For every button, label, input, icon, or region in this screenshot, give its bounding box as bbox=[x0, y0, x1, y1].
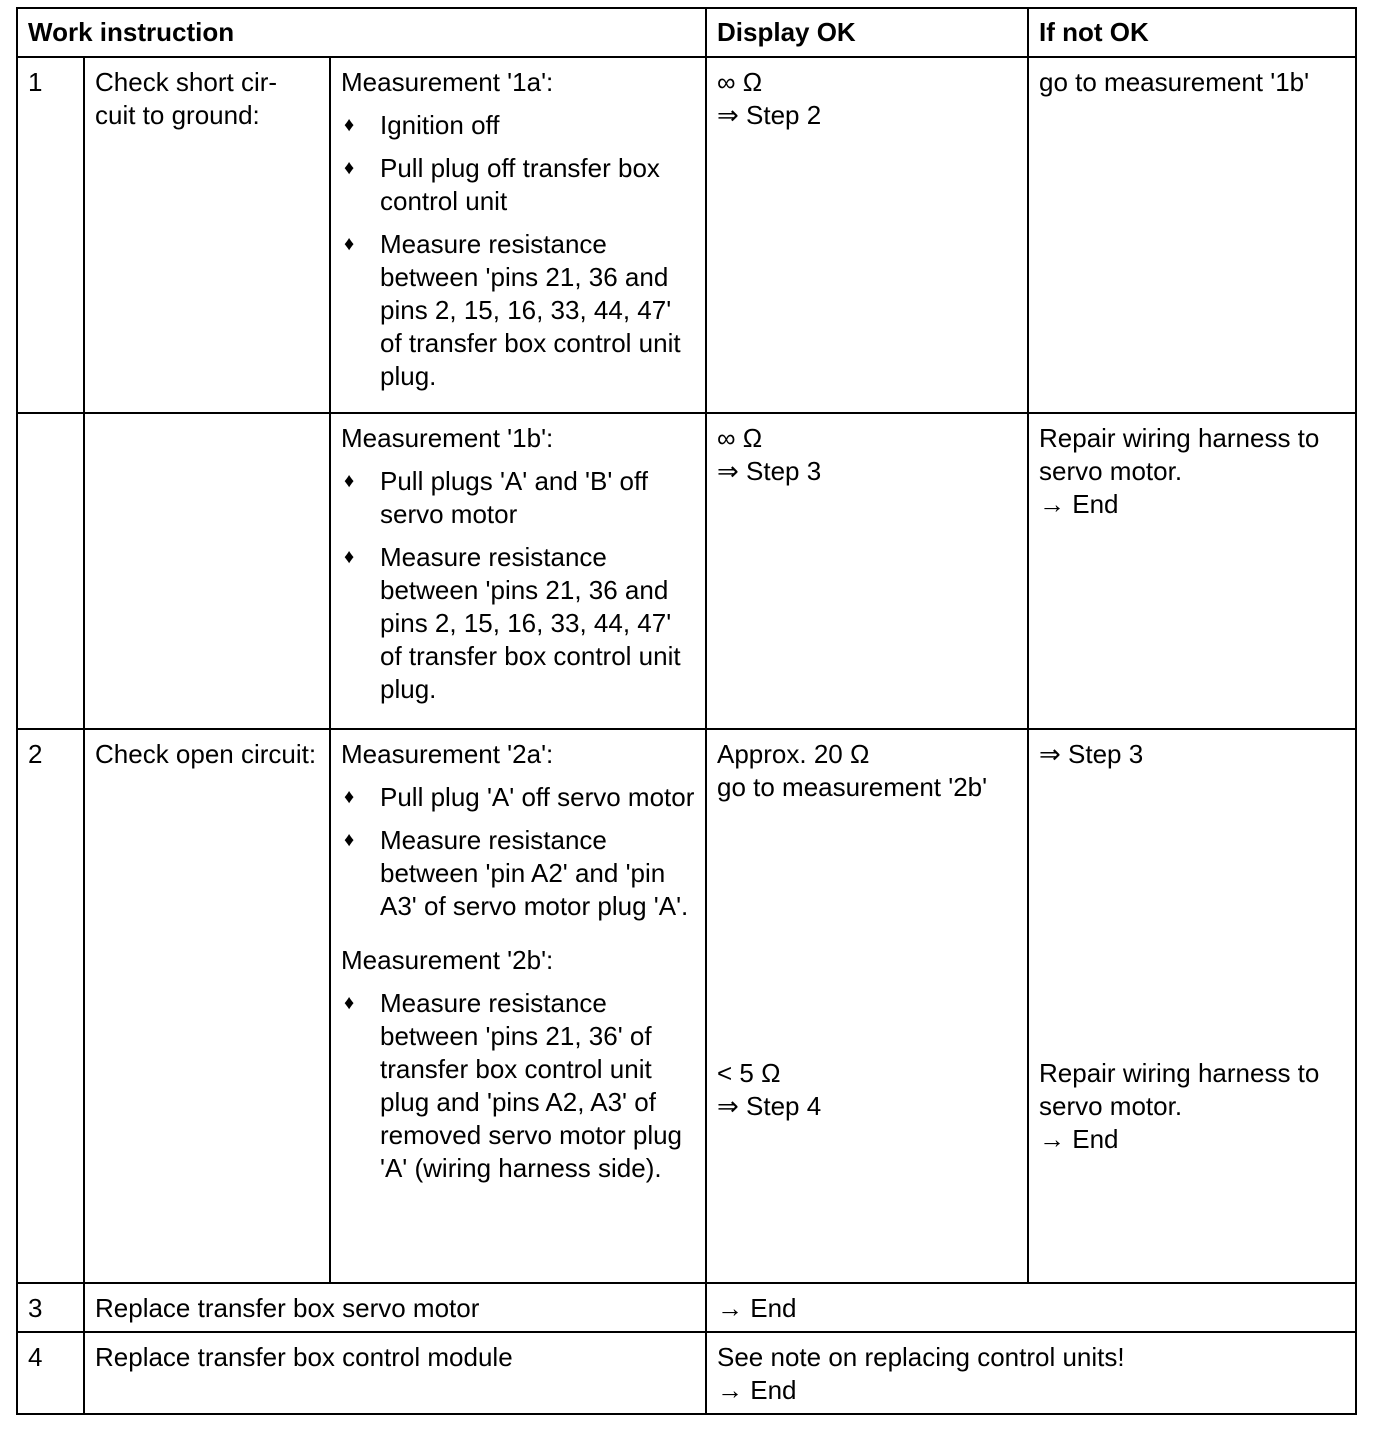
diamond-bullet-icon: ♦ bbox=[344, 233, 355, 255]
diamond-bullet-icon: ♦ bbox=[344, 157, 355, 179]
step-number: 2 bbox=[17, 729, 84, 1283]
check-label: Check open circuit: bbox=[84, 729, 330, 1283]
step-number: 1 bbox=[17, 57, 84, 413]
bullet-list bbox=[341, 465, 695, 706]
display-ok-cell: ∞ Ω ⇒ Step 3 bbox=[706, 413, 1028, 729]
diamond-bullet-icon: ♦ bbox=[344, 470, 355, 492]
list-item: ♦ Pull plugs 'A' and 'B' off servo motor bbox=[344, 466, 648, 529]
list-item: ♦ Measure resistance between 'pins 21, 36' of transfer box control unit plug and 'pins A2, A3' of removed servo motor plug 'A' (wiring harness side). bbox=[344, 988, 683, 1183]
measurement-title: Measurement '2a': bbox=[341, 739, 554, 769]
step-number: 4 bbox=[17, 1332, 84, 1414]
check-label-empty bbox=[84, 413, 330, 729]
result-cell: → End bbox=[706, 1283, 1356, 1332]
table-row bbox=[17, 57, 1356, 413]
step-number: 3 bbox=[17, 1283, 84, 1332]
instruction-text: Replace transfer box control module bbox=[84, 1332, 706, 1414]
list-item: ♦ Pull plug off transfer box control unit bbox=[344, 153, 660, 216]
list-item: ♦ Measure resistance between 'pins 21, 36 and pins 2, 15, 16, 33, 44, 47' of transfer box control unit plug. bbox=[344, 229, 681, 391]
table-row bbox=[17, 413, 1356, 729]
result-cell: See note on replacing control units! → End bbox=[706, 1332, 1356, 1414]
if-not-ok-cell: ⇒ Step 3 Repair wiring harness to servo motor. → End bbox=[1028, 729, 1356, 1283]
header-display-ok: Display OK bbox=[706, 8, 1028, 57]
diamond-bullet-icon: ♦ bbox=[344, 786, 355, 808]
step-number-empty bbox=[17, 413, 84, 729]
header-row bbox=[17, 8, 1356, 57]
if-not-ok-cell: go to measurement '1b' bbox=[1028, 57, 1356, 413]
bullet-list bbox=[341, 987, 695, 1185]
measurement-cell bbox=[330, 57, 706, 413]
table-row bbox=[17, 1332, 1356, 1414]
diamond-bullet-icon: ♦ bbox=[344, 992, 355, 1014]
measurement-title: Measurement '2b': bbox=[341, 945, 554, 975]
bullet-list bbox=[341, 781, 695, 923]
instruction-text: Replace transfer box servo motor bbox=[84, 1283, 706, 1332]
list-item: ♦ Measure resistance between 'pins 21, 36 and pins 2, 15, 16, 33, 44, 47' of transfer box control unit plug. bbox=[344, 542, 681, 704]
measurement-title: Measurement '1a': bbox=[341, 67, 554, 97]
header-if-not-ok: If not OK bbox=[1028, 8, 1356, 57]
diamond-bullet-icon: ♦ bbox=[344, 829, 355, 851]
work-instruction-table bbox=[16, 7, 1357, 1415]
table-row bbox=[17, 729, 1356, 1283]
table-row bbox=[17, 1283, 1356, 1332]
bullet-list bbox=[341, 109, 695, 393]
if-not-ok-cell: Repair wiring harness to servo motor. → End bbox=[1028, 413, 1356, 729]
diamond-bullet-icon: ♦ bbox=[344, 114, 355, 136]
measurement-title: Measurement '1b': bbox=[341, 423, 554, 453]
list-item: ♦ Measure resistance between 'pin A2' and 'pin A3' of servo motor plug 'A'. bbox=[344, 825, 689, 921]
display-ok-cell: Approx. 20 Ω go to measurement '2b' < 5 Ω ⇒ Step 4 bbox=[706, 729, 1028, 1283]
header-work-instruction: Work instruction bbox=[17, 8, 706, 57]
check-label: Check short cir- cuit to ground: bbox=[84, 57, 330, 413]
measurement-cell bbox=[330, 413, 706, 729]
list-item: ♦ Ignition off bbox=[344, 110, 500, 140]
measurement-cell bbox=[330, 729, 706, 1283]
display-ok-cell: ∞ Ω ⇒ Step 2 bbox=[706, 57, 1028, 413]
diamond-bullet-icon: ♦ bbox=[344, 546, 355, 568]
list-item: ♦ Pull plug 'A' off servo motor bbox=[344, 782, 695, 812]
